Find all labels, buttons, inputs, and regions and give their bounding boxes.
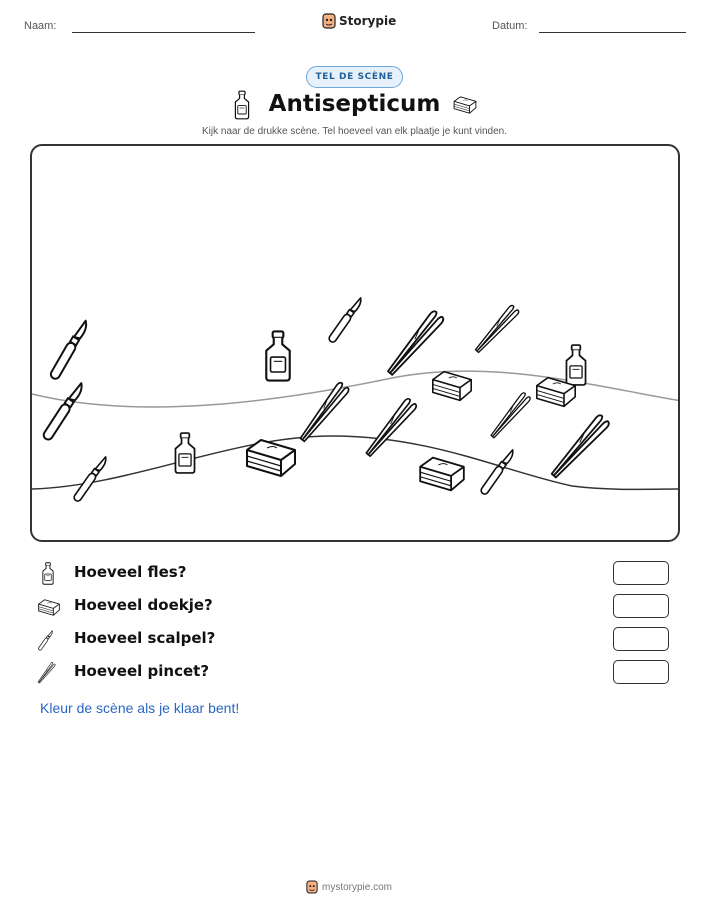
cloth-icon bbox=[433, 372, 471, 401]
tweezers-icon bbox=[548, 414, 610, 481]
footer bbox=[306, 880, 392, 894]
date-line[interactable] bbox=[539, 32, 686, 33]
cloth-icon bbox=[36, 594, 60, 620]
tweezers-icon bbox=[384, 310, 444, 378]
question-row-tweezers bbox=[36, 660, 676, 686]
question-label: Hoeveel scalpel? bbox=[74, 629, 216, 647]
question-row-bottle bbox=[36, 561, 676, 587]
brand-logo bbox=[322, 13, 396, 29]
tweezers-icon bbox=[36, 660, 60, 686]
cloth-icon bbox=[247, 440, 295, 476]
answer-box-tweezers[interactable] bbox=[613, 660, 669, 684]
color-instruction: Kleur de scène als je klaar bent! bbox=[40, 700, 240, 716]
cloth-icon bbox=[451, 95, 479, 115]
storypie-logo-icon bbox=[322, 13, 336, 29]
counting-scene bbox=[30, 144, 680, 542]
page-title: Antisepticum bbox=[268, 91, 441, 117]
scalpel-icon bbox=[49, 319, 90, 381]
scalpel-icon bbox=[73, 455, 109, 502]
date-label: Datum: bbox=[492, 20, 528, 32]
answer-box-cloth[interactable] bbox=[613, 594, 669, 618]
answer-box-bottle[interactable] bbox=[613, 561, 669, 585]
tweezers-icon bbox=[489, 392, 532, 440]
question-label: Hoeveel fles? bbox=[74, 563, 187, 581]
storypie-logo-icon bbox=[306, 880, 318, 894]
question-label: Hoeveel pincet? bbox=[74, 662, 210, 680]
scalpel-icon bbox=[36, 627, 60, 653]
bottle-icon bbox=[266, 331, 289, 380]
scene-illustration bbox=[32, 146, 680, 542]
cloth-icon bbox=[420, 458, 464, 491]
scalpel-icon bbox=[328, 296, 364, 343]
activity-badge: TEL DE SCÈNE bbox=[306, 66, 403, 88]
question-row-scalpel bbox=[36, 627, 676, 653]
bottle-icon bbox=[36, 561, 60, 587]
question-row-cloth bbox=[36, 594, 676, 620]
bottle-icon bbox=[175, 433, 194, 473]
scalpel-icon bbox=[480, 448, 516, 495]
scalpel-icon bbox=[42, 381, 85, 441]
question-label: Hoeveel doekje? bbox=[74, 596, 213, 614]
footer-url[interactable]: mystorypie.com bbox=[322, 881, 393, 893]
name-line[interactable] bbox=[72, 32, 255, 33]
instruction-text: Kijk naar de drukke scène. Tel hoeveel van elk plaatje je kunt vinden. bbox=[201, 126, 507, 137]
tweezers-icon bbox=[363, 397, 417, 458]
bottle-icon bbox=[566, 345, 585, 385]
brand-name: Storypie bbox=[339, 14, 397, 28]
answer-box-scalpel[interactable] bbox=[613, 627, 669, 651]
name-label: Naam: bbox=[24, 20, 57, 32]
tweezers-icon bbox=[473, 304, 520, 354]
